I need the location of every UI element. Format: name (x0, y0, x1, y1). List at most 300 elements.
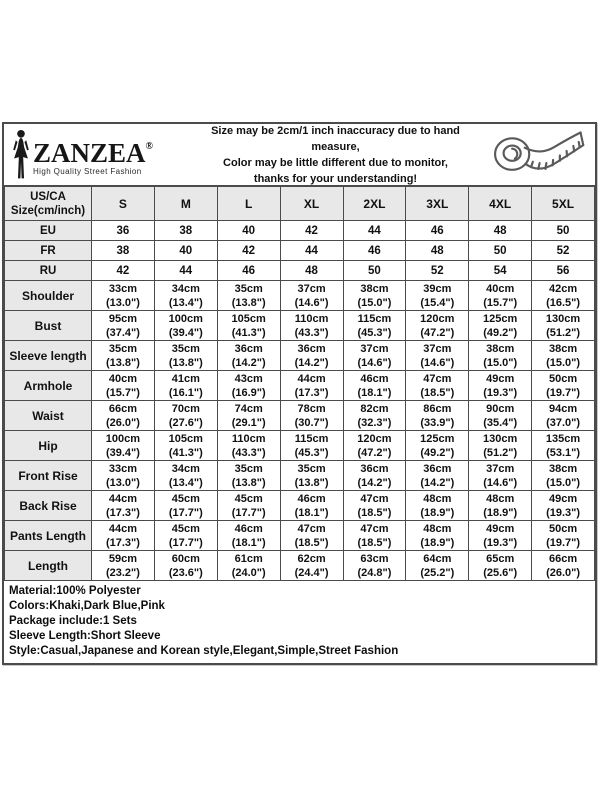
value-cm: 86cm (423, 402, 452, 415)
value-inch: (24.0") (231, 566, 266, 579)
measurement-cell (469, 371, 532, 401)
value-cm: 120cm (357, 432, 392, 445)
value-inch: (19.3") (483, 386, 518, 399)
measurement-cell (280, 491, 343, 521)
size-value-cell: 36 (92, 221, 155, 241)
value-cm: 41cm (171, 372, 200, 385)
measurement-cell (217, 371, 280, 401)
value-inch: (17.7") (231, 506, 266, 519)
value-cm: 49cm (548, 492, 578, 505)
measurement-cell (532, 521, 595, 551)
value-inch: (17.3") (105, 506, 140, 519)
value-cm: 130cm (483, 432, 518, 445)
size-value-cell: 40 (217, 221, 280, 241)
value-cm: 33cm (108, 282, 137, 295)
value-cm: 105cm (168, 432, 203, 445)
size-value-cell: 38 (154, 221, 217, 241)
value-cm: 82cm (360, 402, 389, 415)
value-cm: 47cm (423, 372, 452, 385)
measurement-cell (154, 461, 217, 491)
notice-line-2: Color may be little different due to monitor, (223, 156, 448, 169)
measurement-cell (92, 521, 155, 551)
measurement-cell (280, 461, 343, 491)
value-inch: (13.8") (231, 476, 266, 489)
value-cm: 50cm (548, 372, 578, 385)
value-cm: 48cm (486, 492, 515, 505)
value-inch: (14.6") (357, 356, 392, 369)
row-label: Pants Length (5, 521, 92, 551)
measurement-cell (280, 551, 343, 581)
value-cm: 44cm (108, 522, 137, 535)
value-cm: 74cm (234, 402, 263, 415)
measurement-cell (532, 281, 595, 311)
value-inch: (37.4") (105, 326, 140, 339)
measurement-cell (343, 431, 406, 461)
measurement-cell (217, 551, 280, 581)
tape-measure-icon (484, 128, 588, 182)
value-cm: 46cm (297, 492, 326, 505)
value-cm: 90cm (486, 402, 515, 415)
measurement-cell (154, 551, 217, 581)
value-cm: 48cm (423, 492, 452, 505)
measurement-cell (532, 311, 595, 341)
value-inch: (15.4") (420, 296, 455, 309)
value-inch: (14.2") (420, 476, 455, 489)
value-cm: 115cm (294, 432, 329, 445)
measurement-cell (154, 311, 217, 341)
measurement-cell (217, 281, 280, 311)
value-inch: (43.3") (231, 446, 266, 459)
value-inch: (15.0") (357, 296, 392, 309)
measurement-cell (92, 401, 155, 431)
value-cm: 100cm (105, 432, 141, 445)
value-inch: (13.8") (105, 356, 140, 369)
registered-mark: ® (145, 140, 154, 152)
value-inch: (18.5") (420, 386, 455, 399)
brand-name-text: ZANZEA (33, 137, 146, 168)
size-column-header: 5XL (532, 187, 595, 221)
measurement-cell (92, 281, 155, 311)
value-inch: (51.2") (483, 446, 518, 459)
measurement-cell (92, 371, 155, 401)
measurement-cell (532, 461, 595, 491)
measurement-cell (154, 521, 217, 551)
measurement-cell (469, 401, 532, 431)
value-cm: 35cm (297, 462, 326, 475)
value-cm: 64cm (423, 552, 452, 565)
size-value-cell: 48 (469, 221, 532, 241)
value-cm: 43cm (234, 372, 263, 385)
value-cm: 59cm (108, 552, 137, 565)
detail-style: Style:Casual,Japanese and Korean style,Elegant,Simple,Street Fashion (9, 645, 399, 657)
measurement-cell (92, 461, 155, 491)
value-cm: 105cm (231, 312, 266, 325)
value-inch: (18.5") (294, 536, 329, 549)
value-inch: (18.1") (294, 506, 329, 519)
value-inch: (18.9") (483, 506, 518, 519)
measurement-cell (532, 371, 595, 401)
row-label: Back Rise (5, 491, 92, 521)
measurement-cell (532, 401, 595, 431)
size-table-body (5, 221, 595, 581)
value-inch: (47.2") (420, 326, 455, 339)
value-cm: 38cm (548, 342, 578, 355)
size-column-header: 4XL (469, 187, 532, 221)
notice-line-3: thanks for your understanding! (253, 172, 418, 185)
value-cm: 120cm (420, 312, 455, 325)
value-inch: (14.6") (483, 476, 518, 489)
value-inch: (16.9") (231, 386, 266, 399)
brand-logo-text (33, 134, 153, 176)
value-inch: (39.4") (105, 446, 140, 459)
measurement-cell (469, 521, 532, 551)
measurement-cell (280, 341, 343, 371)
value-cm: 46cm (360, 372, 389, 385)
measurement-cell (469, 491, 532, 521)
measurement-row (5, 401, 595, 431)
measurement-cell (406, 281, 469, 311)
measurement-cell (469, 311, 532, 341)
value-inch: (25.2") (420, 566, 455, 579)
detail-material: Material:100% Polyester (9, 585, 141, 597)
measurement-cell (343, 521, 406, 551)
measurement-row (5, 431, 595, 461)
size-value-cell: 42 (280, 221, 343, 241)
measurement-row (5, 491, 595, 521)
measurement-cell (469, 461, 532, 491)
value-cm: 115cm (357, 312, 392, 325)
value-inch: (33.9") (420, 416, 455, 429)
size-column-header: M (154, 187, 217, 221)
measurement-cell (154, 341, 217, 371)
measurement-row (5, 461, 595, 491)
measurement-cell (469, 281, 532, 311)
measurement-cell (217, 431, 280, 461)
measurement-row (5, 281, 595, 311)
measurement-cell (469, 431, 532, 461)
tape-measure-wrap (477, 128, 595, 182)
brand-name (33, 134, 153, 166)
value-inch: (13.4") (168, 476, 203, 489)
measurement-cell (217, 521, 280, 551)
size-value-cell: 38 (92, 241, 155, 261)
measurement-cell (280, 401, 343, 431)
value-cm: 40cm (108, 372, 137, 385)
value-cm: 35cm (234, 282, 263, 295)
size-value-cell: 48 (406, 241, 469, 261)
measurement-cell (217, 401, 280, 431)
value-inch: (47.2") (357, 446, 392, 459)
corner-line-1: US/CA (30, 190, 66, 203)
value-cm: 34cm (171, 282, 200, 295)
measurement-row (5, 341, 595, 371)
size-value-cell: 44 (280, 241, 343, 261)
row-label: RU (5, 261, 92, 281)
value-inch: (29.1") (231, 416, 266, 429)
measurement-row (5, 371, 595, 401)
value-cm: 130cm (545, 312, 581, 325)
value-cm: 36cm (234, 342, 263, 355)
measurement-cell (154, 491, 217, 521)
value-inch: (23.2") (105, 566, 140, 579)
product-details (4, 581, 595, 663)
row-label: Bust (5, 311, 92, 341)
measurement-cell (406, 551, 469, 581)
value-inch: (18.9") (420, 506, 455, 519)
measurement-cell (343, 551, 406, 581)
measurement-cell (469, 551, 532, 581)
value-cm: 36cm (297, 342, 326, 355)
value-cm: 61cm (234, 552, 263, 565)
row-label: Waist (5, 401, 92, 431)
value-cm: 35cm (234, 462, 263, 475)
measure-notice (194, 123, 477, 187)
size-value-cell: 44 (154, 261, 217, 281)
value-inch: (19.3") (483, 536, 518, 549)
value-inch: (15.0") (546, 356, 581, 369)
measurement-cell (343, 461, 406, 491)
measurement-cell (343, 371, 406, 401)
value-inch: (26.0") (546, 566, 581, 579)
corner-line-2: Size(cm/inch) (10, 204, 86, 217)
row-label: Hip (5, 431, 92, 461)
value-cm: 46cm (234, 522, 263, 535)
measurement-cell (154, 371, 217, 401)
row-label: Front Rise (5, 461, 92, 491)
value-inch: (41.3") (231, 326, 266, 339)
value-cm: 49cm (486, 372, 515, 385)
value-cm: 48cm (423, 522, 452, 535)
value-cm: 125cm (483, 312, 518, 325)
value-inch: (19.7") (546, 536, 581, 549)
measurement-cell (217, 491, 280, 521)
value-cm: 38cm (360, 282, 389, 295)
measurement-cell (532, 551, 595, 581)
value-inch: (51.2") (546, 326, 581, 339)
value-inch: (18.1") (231, 536, 266, 549)
size-value-cell: 52 (406, 261, 469, 281)
size-value-cell: 42 (217, 241, 280, 261)
value-inch: (39.4") (168, 326, 203, 339)
value-inch: (19.3") (546, 506, 581, 519)
brand-tagline: High Quality Street Fashion (33, 166, 142, 176)
size-value-cell: 50 (343, 261, 406, 281)
measurement-cell (280, 281, 343, 311)
value-inch: (13.0") (105, 476, 140, 489)
value-cm: 37cm (360, 342, 389, 355)
detail-package: Package include:1 Sets (9, 615, 137, 627)
value-cm: 36cm (423, 462, 452, 475)
measurement-cell (406, 521, 469, 551)
measurement-row (5, 521, 595, 551)
value-cm: 44cm (297, 372, 326, 385)
measurement-cell (343, 281, 406, 311)
row-label: Armhole (5, 371, 92, 401)
measurement-cell (92, 551, 155, 581)
value-cm: 45cm (171, 522, 200, 535)
size-conversion-row (5, 261, 595, 281)
value-inch: (35.4") (483, 416, 518, 429)
value-inch: (18.9") (420, 536, 455, 549)
measurement-cell (406, 461, 469, 491)
measurement-cell (469, 341, 532, 371)
measurement-cell (532, 431, 595, 461)
measurement-cell (217, 311, 280, 341)
measurement-cell (343, 491, 406, 521)
value-inch: (17.3") (294, 386, 329, 399)
value-inch: (18.5") (357, 536, 392, 549)
size-value-cell: 50 (469, 241, 532, 261)
size-conversion-row (5, 241, 595, 261)
size-table-header-row (5, 187, 595, 221)
value-inch: (14.2") (357, 476, 392, 489)
value-inch: (16.1") (168, 386, 203, 399)
value-cm: 33cm (108, 462, 137, 475)
value-inch: (15.7") (483, 296, 518, 309)
value-inch: (24.4") (294, 566, 329, 579)
measurement-cell (154, 431, 217, 461)
measurement-cell (406, 491, 469, 521)
size-value-cell: 56 (532, 261, 595, 281)
value-inch: (24.8") (357, 566, 392, 579)
measurement-cell (280, 371, 343, 401)
measurement-cell (406, 341, 469, 371)
value-cm: 37cm (486, 462, 515, 475)
value-inch: (13.0") (105, 296, 140, 309)
measurement-cell (406, 431, 469, 461)
value-inch: (19.7") (546, 386, 581, 399)
measurement-row (5, 311, 595, 341)
brand-logo (4, 129, 194, 181)
measurement-cell (217, 341, 280, 371)
size-table (4, 186, 595, 581)
corner-header-cell (5, 187, 92, 221)
measurement-cell (406, 371, 469, 401)
value-inch: (13.8") (294, 476, 329, 489)
measurement-cell (343, 311, 406, 341)
value-inch: (17.7") (168, 506, 203, 519)
size-value-cell: 48 (280, 261, 343, 281)
value-cm: 66cm (108, 402, 137, 415)
value-inch: (13.4") (168, 296, 203, 309)
value-cm: 37cm (297, 282, 326, 295)
measurement-cell (92, 311, 155, 341)
detail-sleeve-length: Sleeve Length:Short Sleeve (9, 630, 161, 642)
value-cm: 63cm (360, 552, 389, 565)
size-column-header: S (92, 187, 155, 221)
value-inch: (16.5") (546, 296, 581, 309)
value-cm: 47cm (297, 522, 326, 535)
value-inch: (32.3") (357, 416, 392, 429)
size-value-cell: 46 (343, 241, 406, 261)
size-value-cell: 46 (217, 261, 280, 281)
size-column-header: XL (280, 187, 343, 221)
row-label: EU (5, 221, 92, 241)
value-cm: 34cm (171, 462, 200, 475)
value-inch: (14.6") (294, 296, 329, 309)
measurement-cell (406, 311, 469, 341)
notice-line-1: Size may be 2cm/1 inch inaccuracy due to hand measure, (211, 124, 460, 153)
value-cm: 35cm (108, 342, 137, 355)
measurement-cell (92, 431, 155, 461)
measurement-cell (532, 341, 595, 371)
size-chart-box (2, 122, 597, 665)
row-label: Shoulder (5, 281, 92, 311)
value-inch: (18.1") (357, 386, 392, 399)
size-value-cell: 52 (532, 241, 595, 261)
measurement-row (5, 551, 595, 581)
value-cm: 42cm (548, 282, 578, 295)
value-cm: 44cm (108, 492, 137, 505)
value-inch: (15.7") (105, 386, 140, 399)
value-cm: 135cm (545, 432, 581, 445)
value-cm: 50cm (548, 522, 578, 535)
size-value-cell: 44 (343, 221, 406, 241)
measurement-cell (280, 521, 343, 551)
value-inch: (41.3") (168, 446, 203, 459)
value-inch: (23.6") (168, 566, 203, 579)
value-cm: 40cm (486, 282, 515, 295)
value-cm: 38cm (486, 342, 515, 355)
value-inch: (49.2") (420, 446, 455, 459)
value-cm: 49cm (486, 522, 515, 535)
value-cm: 125cm (420, 432, 455, 445)
value-cm: 78cm (297, 402, 326, 415)
value-inch: (14.6") (420, 356, 455, 369)
value-cm: 62cm (297, 552, 326, 565)
value-cm: 65cm (486, 552, 515, 565)
measurement-cell (92, 341, 155, 371)
value-inch: (17.7") (168, 536, 203, 549)
value-inch: (37.0") (546, 416, 581, 429)
value-cm: 47cm (360, 492, 389, 505)
value-cm: 38cm (548, 462, 578, 475)
row-label: Sleeve length (5, 341, 92, 371)
value-cm: 94cm (548, 402, 578, 415)
size-value-cell: 40 (154, 241, 217, 261)
value-inch: (45.3") (357, 326, 392, 339)
measurement-cell (92, 491, 155, 521)
value-cm: 37cm (423, 342, 452, 355)
value-cm: 66cm (548, 552, 578, 565)
value-cm: 39cm (423, 282, 452, 295)
size-column-header: 2XL (343, 187, 406, 221)
value-inch: (14.2") (294, 356, 329, 369)
value-cm: 60cm (171, 552, 200, 565)
value-cm: 45cm (171, 492, 200, 505)
measurement-cell (343, 341, 406, 371)
value-inch: (13.8") (231, 296, 266, 309)
size-value-cell: 46 (406, 221, 469, 241)
woman-silhouette-icon (11, 129, 31, 181)
measurement-cell (154, 281, 217, 311)
size-value-cell: 54 (469, 261, 532, 281)
value-inch: (17.3") (105, 536, 140, 549)
value-inch: (53.1") (546, 446, 581, 459)
row-label: Length (5, 551, 92, 581)
value-cm: 100cm (168, 312, 203, 325)
value-cm: 110cm (231, 432, 266, 445)
value-inch: (15.0") (546, 476, 581, 489)
value-cm: 95cm (108, 312, 137, 325)
value-inch: (15.0") (483, 356, 518, 369)
row-label: FR (5, 241, 92, 261)
detail-colors: Colors:Khaki,Dark Blue,Pink (9, 600, 165, 612)
value-inch: (43.3") (294, 326, 329, 339)
value-inch: (18.5") (357, 506, 392, 519)
size-value-cell: 50 (532, 221, 595, 241)
measurement-cell (154, 401, 217, 431)
